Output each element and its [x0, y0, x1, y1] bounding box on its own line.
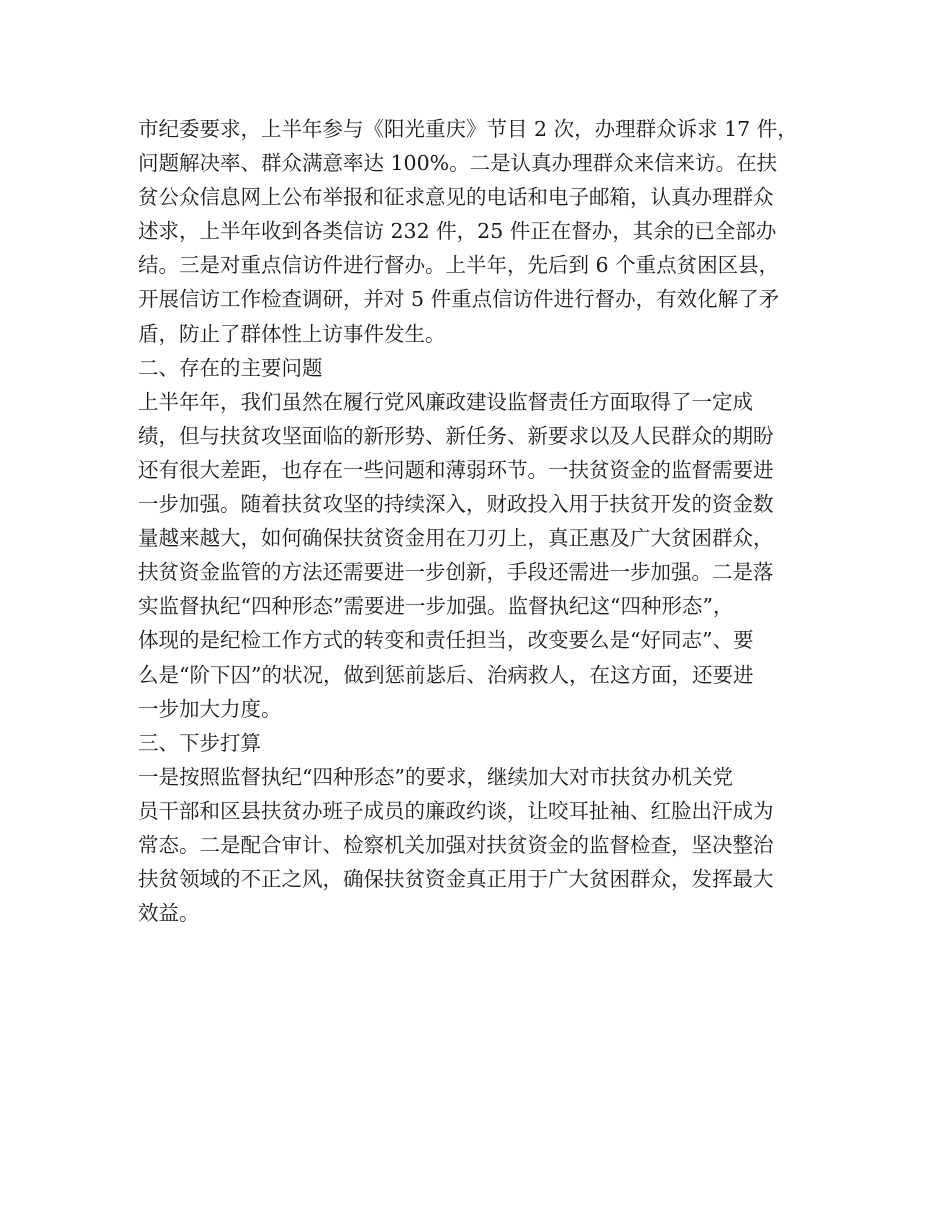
text-line: 市纪委要求，上半年参与《阳光重庆》节目 2 次，办理群众诉求 17 件， — [138, 117, 798, 141]
section-heading-problems: 二、存在的主要问题 — [138, 355, 323, 380]
body-text — [138, 112, 838, 930]
text-line: 扶贫领域的不正之风，确保扶贫资金真正用于广大贫困群众，发挥最大 — [138, 867, 774, 892]
text-line: 体现的是纪检工作方式的转变和责任担当，改变要么是“好同志”、要 — [138, 628, 754, 653]
text-line: 开展信访工作检查调研，并对 5 件重点信访件进行督办，有效化解了矛 — [138, 287, 780, 312]
text-line: 一步加大力度。 — [138, 696, 282, 721]
text-line: 一步加强。随着扶贫攻坚的持续深入，财政投入用于扶贫开发的资金数 — [138, 492, 774, 517]
text-line: 上半年年，我们虽然在履行党风廉政建设监督责任方面取得了一定成 — [138, 389, 753, 414]
text-line: 一是按照监督执纪“四种形态”的要求，继续加大对市扶贫办机关党 — [138, 764, 733, 789]
text-line: 问题解决率、群众满意率达 100%。二是认真办理群众来信来访。在扶 — [138, 151, 778, 176]
text-line: 常态。二是配合审计、检察机关加强对扶贫资金的监督检查，坚决整治 — [138, 832, 774, 857]
section-heading-next-steps: 三、下步打算 — [138, 730, 261, 755]
text-line: 扶贫资金监管的方法还需要进一步创新，手段还需进一步加强。二是落 — [138, 560, 774, 585]
text-line: 么是“阶下囚”的状况，做到惩前毖后、治病救人，在这方面，还要进 — [138, 662, 754, 687]
text-line: 绩，但与扶贫攻坚面临的新形势、新任务、新要求以及人民群众的期盼 — [138, 423, 774, 448]
text-line: 还有很大差距，也存在一些问题和薄弱环节。一扶贫资金的监督需要进 — [138, 457, 774, 482]
text-line: 效益。 — [138, 901, 200, 926]
text-line: 贫公众信息网上公布举报和征求意见的电话和电子邮箱，认真办理群众 — [138, 185, 774, 210]
text-line: 盾，防止了群体性上访事件发生。 — [138, 321, 446, 346]
text-line: 量越来越大，如何确保扶贫资金用在刀刃上，真正惠及广大贫困群众， — [138, 526, 774, 551]
text-line: 实监督执纪“四种形态”需要进一步加强。监督执纪这“四种形态”， — [138, 594, 734, 619]
text-line: 结。三是对重点信访件进行督办。上半年，先后到 6 个重点贫困区县， — [138, 253, 780, 278]
text-line: 述求，上半年收到各类信访 232 件，25 件正在督办，其余的已全部办 — [138, 219, 777, 244]
text-line: 员干部和区县扶贫办班子成员的廉政约谈，让咬耳扯袖、红脸出汗成为 — [138, 798, 774, 823]
